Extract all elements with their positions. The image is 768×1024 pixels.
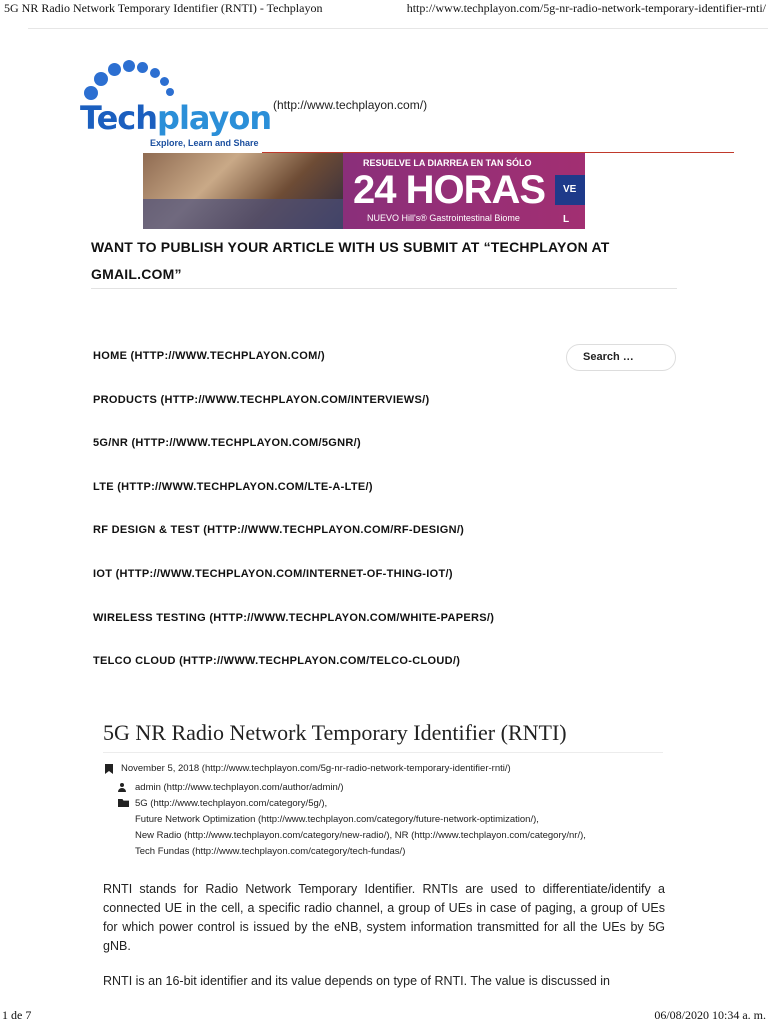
header-divider	[28, 28, 768, 29]
logo-tagline: Explore, Learn and Share	[150, 138, 259, 148]
ad-text-panel	[343, 153, 585, 229]
category-line[interactable]: New Radio (http://www.techplayon.com/category/new-radio/), NR (http://www.techplayon.com/category/nr/),	[135, 830, 586, 841]
title-divider	[103, 752, 663, 753]
nav-item-lte[interactable]: LTE (HTTP://WWW.TECHPLAYON.COM/LTE-A-LTE/)	[93, 480, 373, 493]
post-paragraph-1: RNTI stands for Radio Network Temporary Identifier. RNTIs are used to differentiate/identify a connected UE in the cell, a specific radio channel, a group of UEs in case of paging, a group of UEs for which power control is issued by the eNB, system information transmitted for all the UEs by 5G gNB.	[103, 882, 665, 953]
post-date-text[interactable]: November 5, 2018 (http://www.techplayon.com/5g-nr-radio-network-temporary-identifier-rnti/)	[121, 763, 511, 774]
nav-item-rf-design[interactable]: RF DESIGN & TEST (HTTP://WWW.TECHPLAYON.COM/RF-DESIGN/)	[93, 524, 465, 537]
nav-item-products[interactable]: PRODUCTS (HTTP://WWW.TECHPLAYON.COM/INTERVIEWS/)	[93, 393, 430, 406]
print-datetime: 06/08/2020 10:34 a. m.	[654, 1008, 766, 1022]
publish-divider	[91, 288, 677, 289]
publish-banner: WANT TO PUBLISH YOUR ARTICLE WITH US SUBMIT AT “TECHPLAYON AT GMAIL.COM”	[91, 239, 610, 282]
ad-cta-button[interactable]: VE L	[555, 175, 585, 205]
print-footer	[0, 1006, 768, 1024]
site-logo[interactable]	[80, 58, 270, 154]
folder-icon	[118, 799, 129, 807]
post-paragraph-2: RNTI is an 16-bit identifier and its value depends on type of RNTI. The value is discussed in	[103, 974, 610, 988]
ad-headline: 24 HORAS	[353, 168, 546, 212]
category-line[interactable]: 5G (http://www.techplayon.com/category/5g/),	[135, 798, 328, 809]
user-icon	[118, 783, 126, 792]
ad-line3: NUEVO Hill's® Gastrointestinal Biome	[367, 213, 520, 223]
advertisement-banner[interactable]	[143, 153, 585, 229]
nav-item-wireless-testing[interactable]: WIRELESS TESTING (HTTP://WWW.TECHPLAYON.COM/WHITE-PAPERS/)	[93, 611, 495, 624]
nav-item-home[interactable]: HOME (HTTP://WWW.TECHPLAYON.COM/)	[93, 350, 325, 362]
logo-wordmark: Techplayon	[80, 99, 272, 137]
print-header	[0, 0, 768, 18]
nav-item-5gnr[interactable]: 5G/NR (HTTP://WWW.TECHPLAYON.COM/5GNR/)	[93, 437, 361, 450]
print-page-title: 5G NR Radio Network Temporary Identifier (RNTI) - Techplayon	[4, 1, 323, 15]
ad-dog-image	[143, 153, 343, 229]
print-page-number: 1 de 7	[2, 1008, 32, 1022]
logo-link[interactable]: (http://www.techplayon.com/)	[273, 98, 428, 112]
ad-line1: RESUELVE LA DIARREA EN TAN SÓLO	[363, 158, 532, 168]
post-title: 5G NR Radio Network Temporary Identifier (RNTI)	[103, 720, 567, 745]
nav-item-iot[interactable]: IOT (HTTP://WWW.TECHPLAYON.COM/INTERNET-OF-THING-IOT/)	[93, 567, 453, 580]
search-input[interactable]: Search …	[566, 344, 676, 371]
category-line[interactable]: Future Network Optimization (http://www.techplayon.com/category/future-network-optimization/),	[135, 814, 539, 825]
nav-item-telco-cloud[interactable]: TELCO CLOUD (HTTP://WWW.TECHPLAYON.COM/TELCO-CLOUD/)	[93, 655, 461, 668]
post-author-text[interactable]: admin (http://www.techplayon.com/author/admin/)	[135, 782, 344, 793]
main-nav	[93, 348, 553, 697]
bookmark-icon	[105, 764, 113, 774]
print-page-url: http://www.techplayon.com/5g-nr-radio-network-temporary-identifier-rnti/	[406, 1, 766, 15]
category-line[interactable]: Tech Fundas (http://www.techplayon.com/category/tech-fundas/)	[135, 846, 406, 857]
